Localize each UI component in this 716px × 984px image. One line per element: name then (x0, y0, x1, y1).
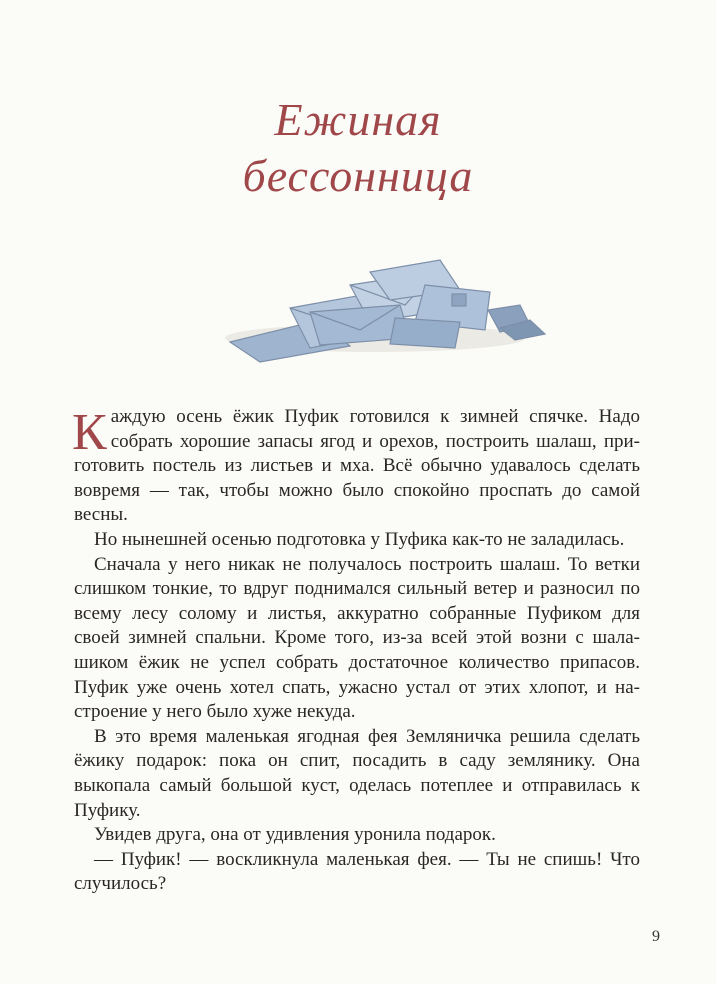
story-text (74, 405, 640, 897)
paragraph-1 (74, 405, 640, 528)
paragraph-6: — Пуфик! — воскликнула маленькая фея. — Ты не спишь! Что случилось? (74, 848, 640, 895)
paragraph-2: Но нынешней осенью подготовка у Пуфика как-то не заладилась. (94, 528, 625, 550)
chapter-title (0, 92, 716, 204)
drop-cap: К (72, 404, 107, 461)
chapter-title-line-1: Ежиная (274, 94, 442, 145)
envelopes-pile-illustration (200, 250, 560, 370)
paragraph-1-text: аждую осень ёжик Пуфик готовился к зимней спячке. Надо собрать хорошие запасы ягод и орехов, построить шалаш, приготовить постель из листьев и мха. Всё обычно удавалось сделать вовремя — так, чтобы можно было спокойно проспать до самой весны. (74, 406, 640, 526)
page-number: 9 (652, 928, 660, 945)
paragraph-5: Увидев друга, она от удивления уронила подарок. (94, 824, 496, 846)
paragraph-4: В это время маленькая ягодная фея Земляничка решила сделать ёжику подарок: пока он спит, посадить в саду землянику. Она выкопала самый большой куст, оделась потеплее и отправилась к Пуфику. (74, 725, 640, 821)
paragraph-3: Сначала у него никак не получалось построить шалаш. То ветки слишком тонкие, то вдруг поднимался сильный ветер и разносил по всему лесу солому и листья, аккуратно собранные Пуфиком для своей зимней спальни. Кроме того, из-за всей этой возни с шалашиком ёжик не успел собрать достаточное количество припасов. Пуфик уже очень хотел спать, ужасно устал от этих хлопот, и настроение у него было хуже некуда. (74, 553, 640, 723)
chapter-title-line-2: бессонница (242, 150, 474, 201)
